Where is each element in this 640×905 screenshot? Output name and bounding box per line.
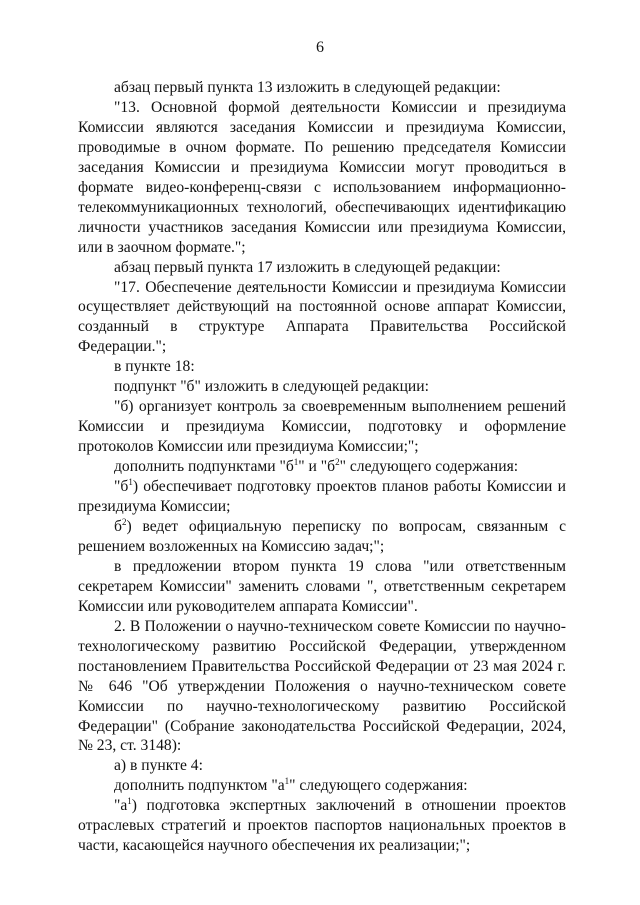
superscript-index: 1 xyxy=(293,457,299,468)
paragraph xyxy=(78,756,566,776)
paragraph xyxy=(78,457,566,477)
paragraph-text: б xyxy=(114,517,122,535)
superscript-index: 2 xyxy=(121,516,127,527)
page-number: 6 xyxy=(316,39,324,56)
paragraph-text: 2. В Положении о научно-техническом совете Комиссии по научно-технологическому развитию Российской Федерации, утвержденном постановлением Правительства Российской Федерации от 23 мая 2024 г. № 646 "Об утверждении Положения о научно-техническом совете Комиссии по научно-технологическому развитию Российской Федерации" (Собрание законодательства Российской Федерации, 2024, № 23, ст. 3148): xyxy=(78,617,566,755)
paragraph-text: "б xyxy=(114,478,129,496)
paragraph-text: " следующего содержания: xyxy=(339,458,519,476)
paragraph-text: абзац первый пункта 13 изложить в следующей редакции: xyxy=(114,79,501,96)
superscript-index: 1 xyxy=(284,776,290,787)
paragraph xyxy=(78,796,566,856)
paragraph-text: "13. Основной формой деятельности Комиссии и президиума Комиссии являются заседания Комиссии и президиума Комиссии, проводимые в очном формате. По решению председателя Комиссии заседания Комиссии и президиума Комиссии могут проводиться в формате видео-конференц-связи с использованием информационно-телекоммуникационных технологий, обеспечивающих идентификацию личности участников заседания Комиссии или президиума Комиссии, или в заочном формате."; xyxy=(78,98,566,256)
paragraph-text: " следующего содержания: xyxy=(289,777,468,795)
superscript-index: 1 xyxy=(127,796,132,807)
paragraph xyxy=(78,278,566,358)
paragraph-text: "а xyxy=(114,797,128,815)
paragraph xyxy=(78,377,566,397)
paragraph-text: подпункт "б" изложить в следующей редакции: xyxy=(114,378,429,396)
paragraph xyxy=(78,517,566,557)
paragraph-text: абзац первый пункта 17 изложить в следующей редакции: xyxy=(114,258,501,276)
paragraph xyxy=(78,477,566,517)
paragraph-text: в пункте 18: xyxy=(114,358,195,376)
document-body xyxy=(78,78,566,856)
paragraph-text: ) ведет официальную переписку по вопросам, связанным с решением возложенных на Комиссию задач;"; xyxy=(78,517,566,555)
paragraph xyxy=(78,397,566,457)
superscript-index: 2 xyxy=(335,457,340,468)
paragraph-text: "17. Обеспечение деятельности Комиссии и президиума Комиссии осуществляет действующий на постоянной основе аппарат Комиссии, созданный в структуре Аппарата Правительства Российской Федерации."; xyxy=(78,278,566,356)
paragraph-text: дополнить подпунктами "б xyxy=(114,458,294,476)
paragraph-text: дополнить подпунктом "а xyxy=(114,777,285,795)
paragraph xyxy=(78,357,566,377)
paragraph-text: ) обеспечивает подготовку проектов планов работы Комиссии и президиума Комиссии; xyxy=(78,478,566,516)
paragraph-text: а) в пункте 4: xyxy=(114,757,203,775)
paragraph-text: " и "б xyxy=(298,458,336,476)
paragraph xyxy=(78,776,566,796)
paragraph xyxy=(78,98,566,258)
paragraph xyxy=(78,557,566,617)
paragraph-text: в предложении втором пункта 19 слова "или ответственным секретарем Комиссии" заменить словами ", ответственным секретарем Комиссии или руководителем аппарата Комиссии". xyxy=(78,557,566,615)
superscript-index: 1 xyxy=(128,477,133,488)
paragraph xyxy=(78,258,566,278)
paragraph xyxy=(78,78,566,98)
paragraph-text: ) подготовка экспертных заключений в отношении проектов отраслевых стратегий и проектов паспортов национальных проектов в части, касающейся научного обеспечения их реализации;"; xyxy=(78,797,566,855)
paragraph xyxy=(78,617,566,757)
paragraph-text: "б) организует контроль за своевременным выполнением решений Комиссии и президиума Комиссии, подготовку и оформление протоколов Комиссии или президиума Комиссии;"; xyxy=(78,398,566,456)
